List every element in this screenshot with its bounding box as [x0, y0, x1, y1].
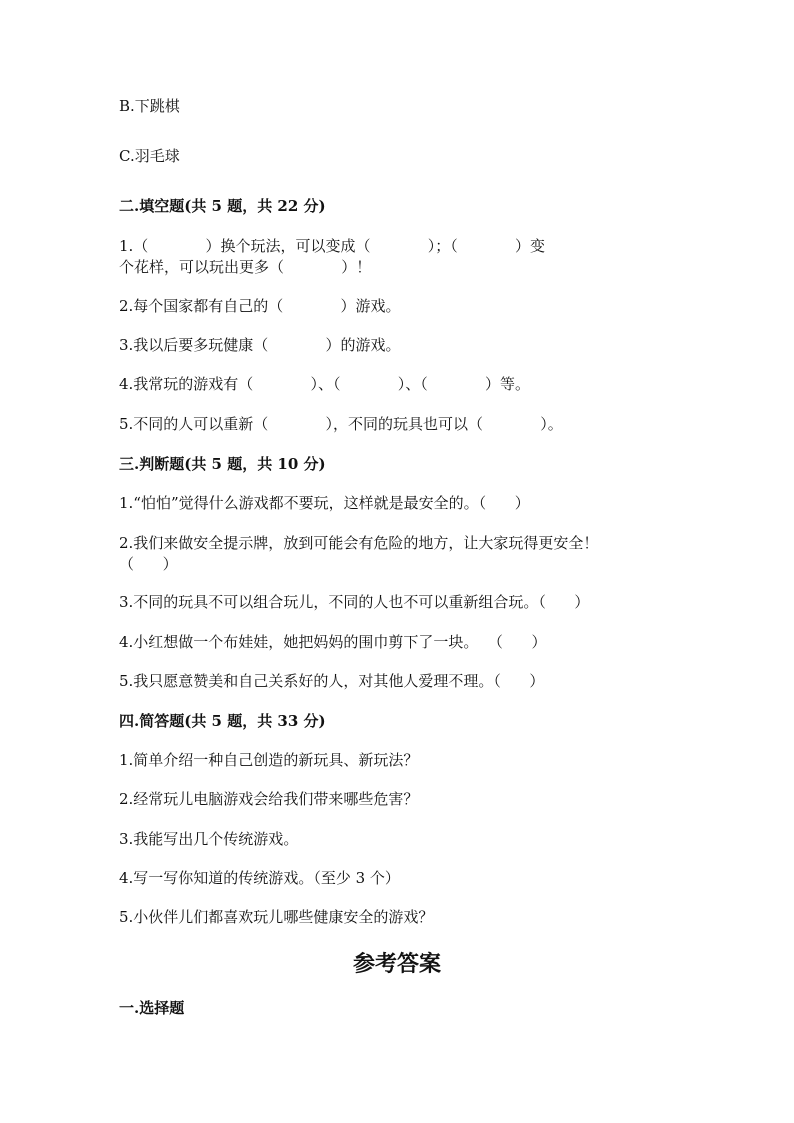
fill-blank-q4: 4.我常玩的游戏有（ ）、（ ）、（ ）等。	[119, 375, 530, 393]
choice-option-b: B.下跳棋	[119, 97, 180, 115]
fill-blank-q1-line1: 1.（ ）换个玩法，可以变成（ ）；（ ）变	[119, 237, 545, 255]
true-false-q5: 5.我只愿意赞美和自己关系好的人，对其他人爱理不理。（ ）	[119, 672, 545, 690]
answers-title: 参考答案	[352, 951, 441, 977]
short-answer-heading: 四.简答题(共 5 题，共 33 分)	[119, 712, 326, 730]
short-answer-q2: 2.经常玩儿电脑游戏会给我们带来哪些危害？	[119, 790, 419, 808]
fill-blank-q3: 3.我以后要多玩健康（ ）的游戏。	[119, 336, 401, 354]
answers-section1-heading: 一.选择题	[119, 999, 185, 1017]
short-answer-q1: 1.简单介绍一种自己创造的新玩具、新玩法？	[119, 751, 419, 769]
fill-blank-heading: 二.填空题(共 5 题，共 22 分)	[119, 197, 326, 215]
true-false-q2-line1: 2.我们来做安全提示牌，放到可能会有危险的地方，让大家玩得更安全！	[119, 534, 599, 552]
true-false-heading: 三.判断题(共 5 题，共 10 分)	[119, 455, 326, 473]
choice-option-c: C.羽毛球	[119, 147, 180, 165]
short-answer-q4: 4.写一写你知道的传统游戏。（至少 3 个）	[119, 869, 400, 887]
fill-blank-q2: 2.每个国家都有自己的（ ）游戏。	[119, 297, 401, 315]
fill-blank-q5: 5.不同的人可以重新（ ），不同的玩具也可以（ ）。	[119, 415, 563, 433]
short-answer-q3: 3.我能写出几个传统游戏。	[119, 830, 299, 848]
true-false-q4: 4.小红想做一个布娃娃，她把妈妈的围巾剪下了一块。 （ ）	[119, 633, 547, 651]
fill-blank-q1-line2: 个花样，可以玩出更多（ ）！	[119, 258, 372, 276]
true-false-q1: 1.“怕怕”觉得什么游戏都不要玩，这样就是最安全的。（ ）	[119, 494, 530, 512]
true-false-q3: 3.不同的玩具不可以组合玩儿，不同的人也不可以重新组合玩。（ ）	[119, 593, 590, 611]
short-answer-q5: 5.小伙伴儿们都喜欢玩儿哪些健康安全的游戏？	[119, 908, 434, 926]
true-false-q2-line2: （ ）	[119, 555, 178, 573]
